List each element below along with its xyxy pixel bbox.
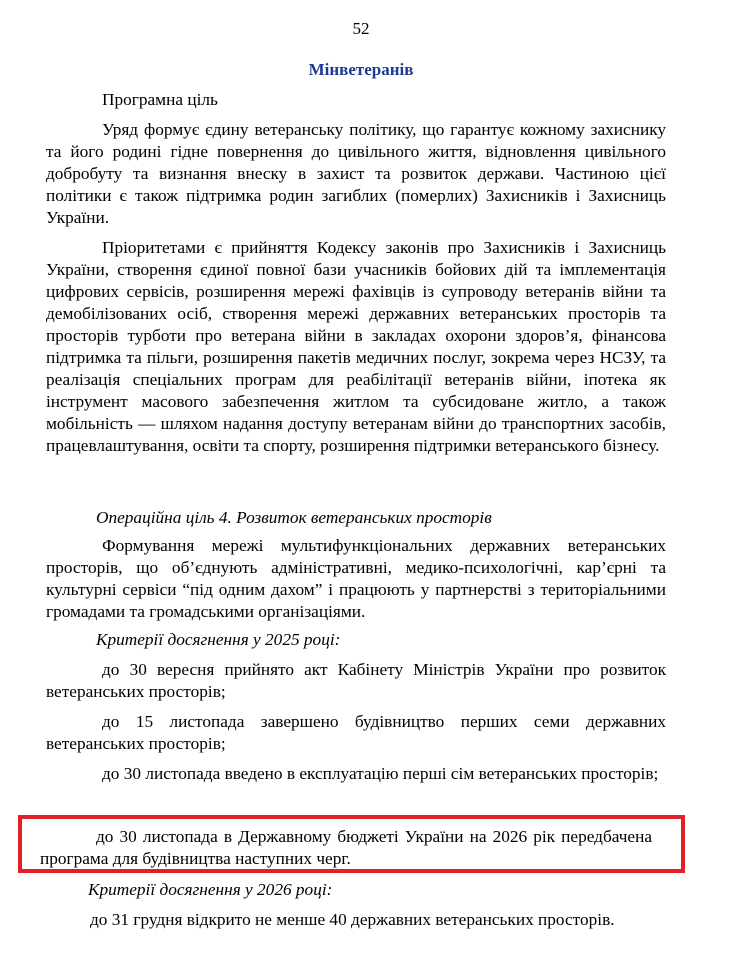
criterion-sept-30: до 30 вересня прийнято акт Кабінету Міністрів України про розвиток ветеранських просторів;	[46, 660, 666, 701]
criterion-dec-31: до 31 грудня відкрито не менше 40 державних ветеранських просторів.	[90, 910, 615, 929]
paragraph-veteran-spaces: Формування мережі мультифункціональних державних ветеранських просторів, що об’єднують адміністративні, медико-психологічні, кар’єрні та культурні сервіси “під одним дахом” і працюють у партнерстві з територіальними громадами та громадськими організаціями.	[46, 536, 666, 621]
paragraph-policy: Уряд формує єдину ветеранську політику, що гарантує кожному захиснику та його родині гідне повернення до цивільного життя, відновлення цивільного добробуту та визнання внеску в захист та розвиток держави. Частиною цієї політики є також підтримка родин загиблих (померлих) Захисників і Захисниць України.	[46, 120, 666, 227]
criterion-nov-15: до 15 листопада завершено будівництво перших семи державних ветеранських просторів;	[46, 712, 666, 753]
criteria-2025-heading: Критерії досягнення у 2025 році:	[96, 630, 341, 649]
paragraph-priorities: Пріоритетами є прийняття Кодексу законів про Захисників і Захисниць України, створення єдиної повної бази учасників бойових дій та імплементація цифрових сервісів, розширення мережі фахівців із супроводу ветеранів війни та демобілізованих осіб, створення мережі державних ветеранських просторів та просторів турботи про ветерана війни в закладах охорони здоров’я, фінансова підтримка та пільги, розширення пакетів медичних послуг, зокрема через НСЗУ, та реалізація спеціальних програм для реабілітації ветеранів війни, іпотека як інструмент масового забезпечення житлом та субсидоване житло, а також мобільність — шляхом надання доступу ветеранам війни до транспортних засобів, працевлаштування, освіти та спорту, розширення підтримки ветеранського бізнесу.	[46, 238, 666, 455]
operational-goal-heading: Операційна ціль 4. Розвиток ветеранських просторів	[96, 508, 492, 527]
criterion-nov-30-commissioning: до 30 листопада введено в експлуатацію перші сім ветеранських просторів;	[102, 764, 659, 783]
criterion-nov-30-budget: до 30 листопада в Державному бюджеті України на 2026 рік передбачена програма для будівництва наступних черг.	[40, 827, 652, 868]
program-goal-label: Програмна ціль	[102, 90, 218, 109]
page-number: 52	[352, 19, 370, 38]
ministry-heading: Мінветеранів	[308, 60, 414, 79]
criteria-2026-heading: Критерії досягнення у 2026 році:	[88, 880, 333, 899]
